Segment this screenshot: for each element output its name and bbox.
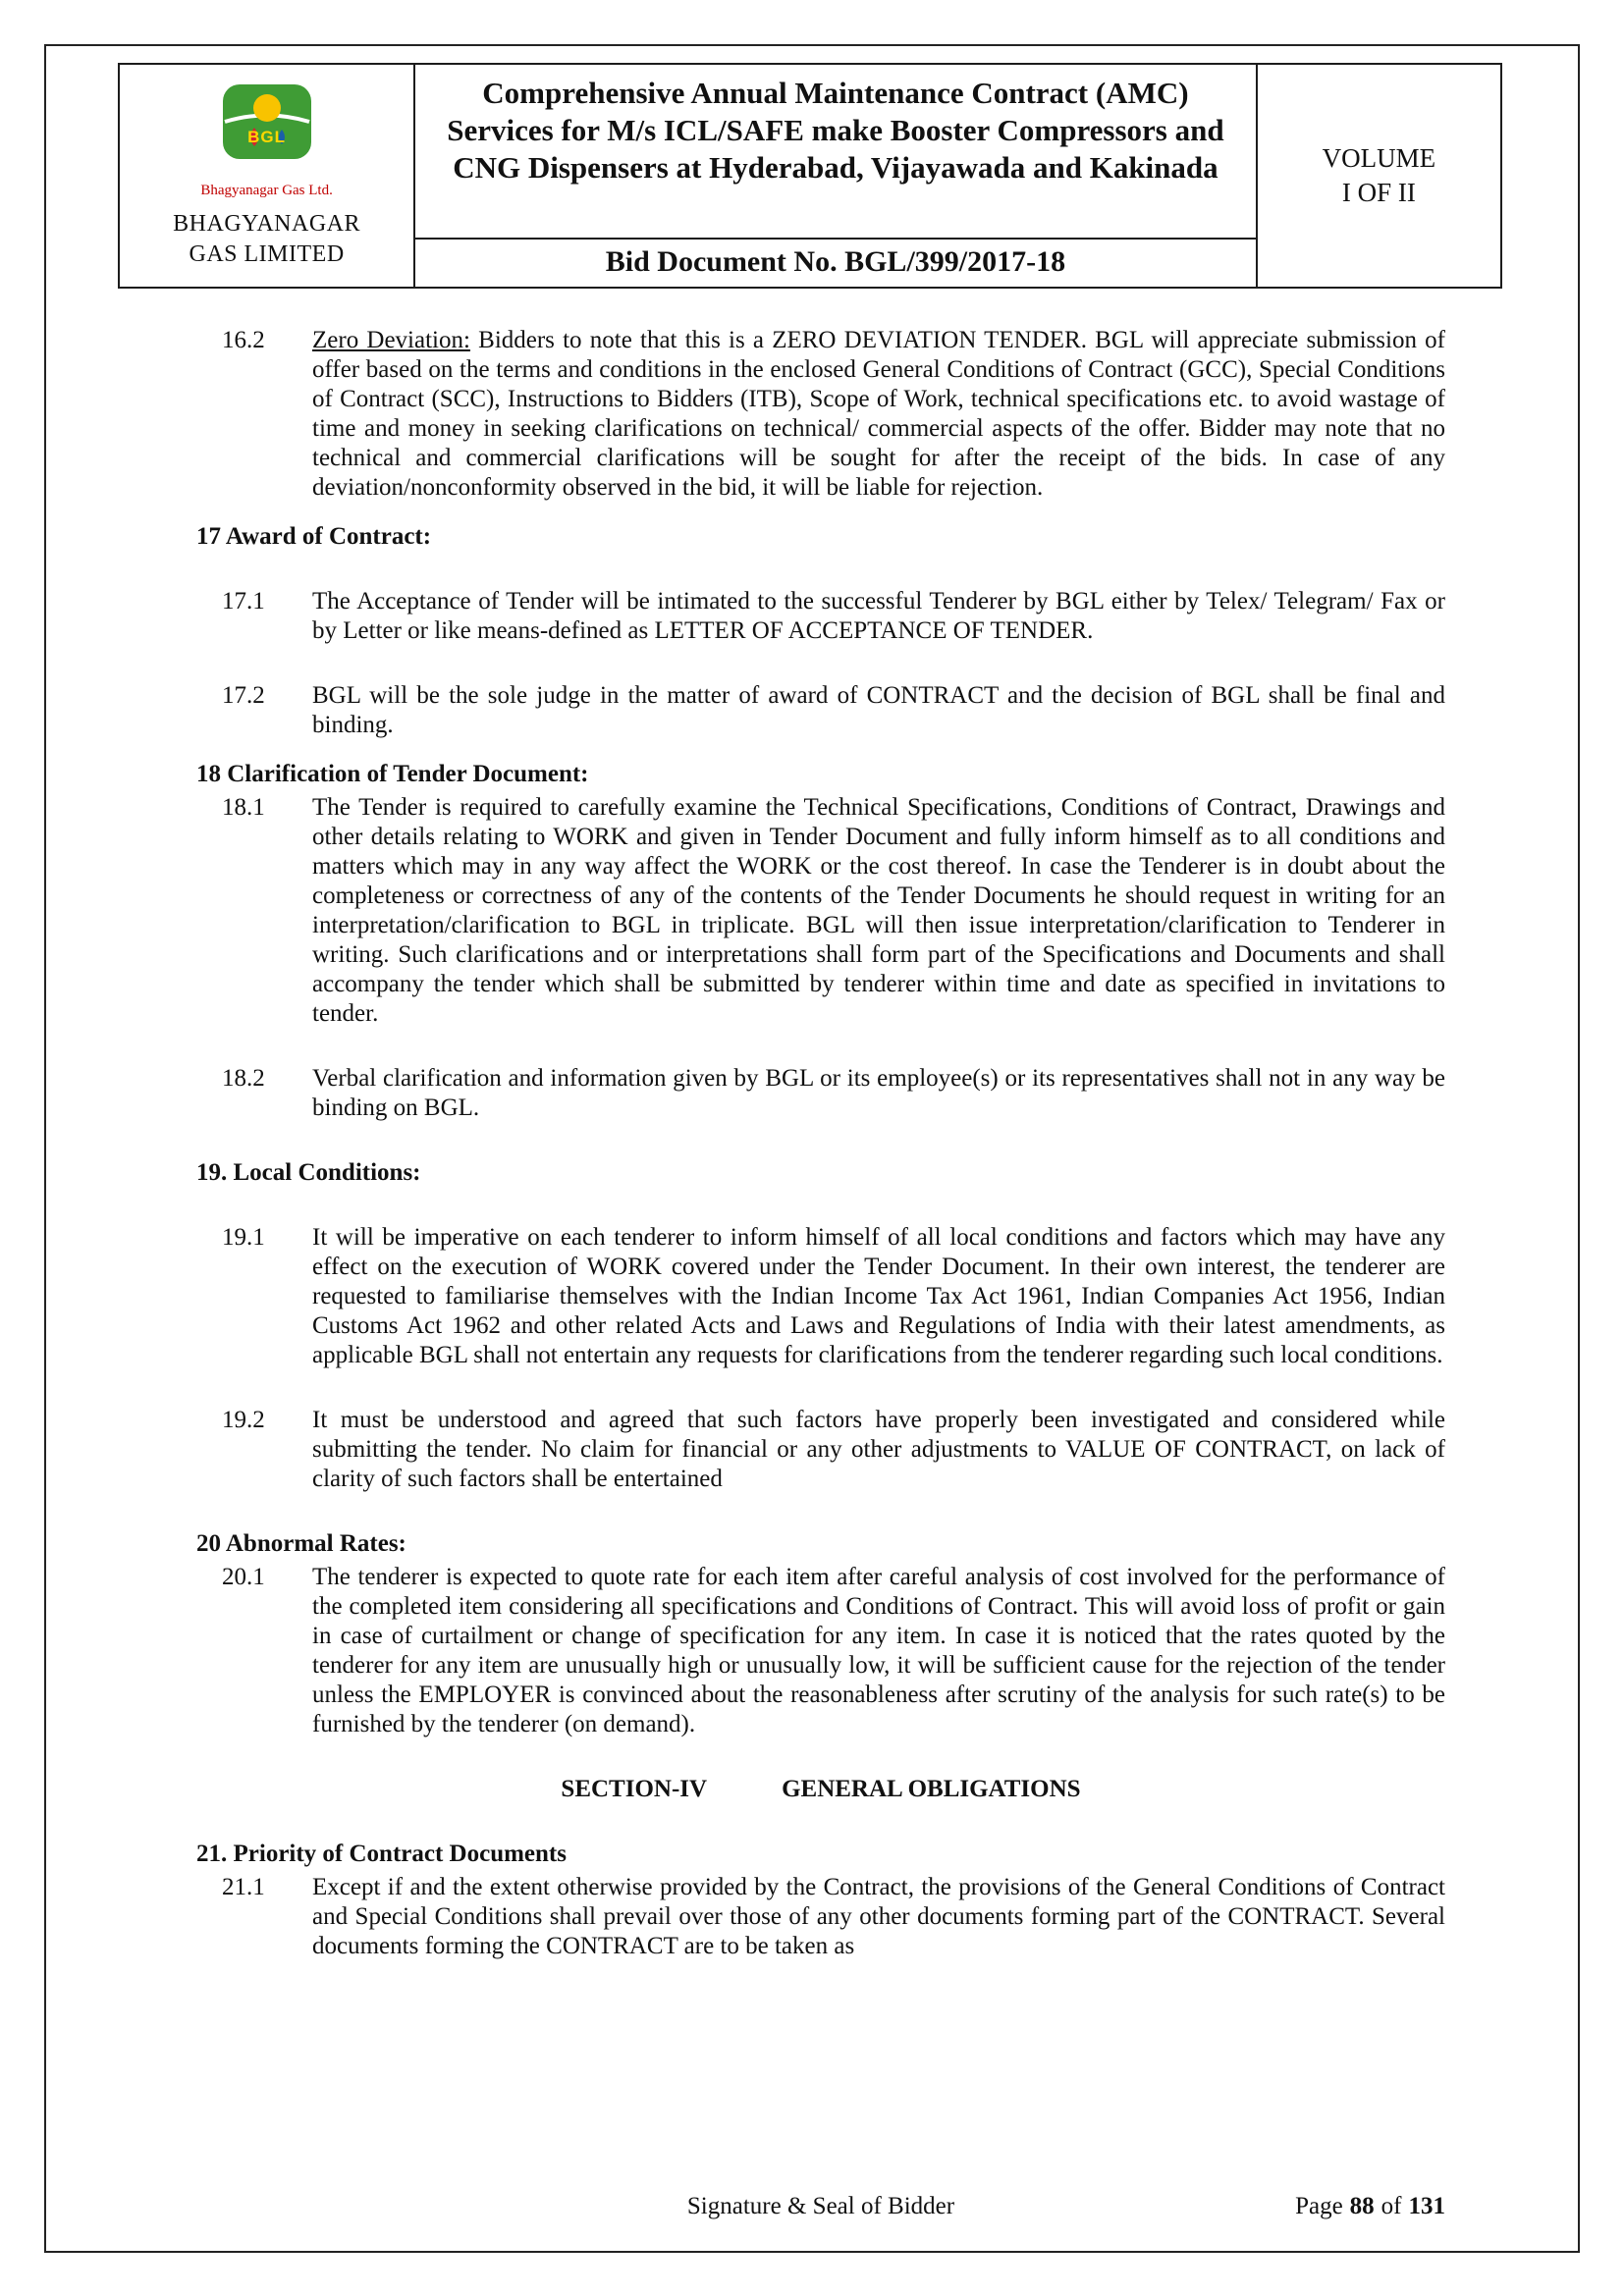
section-title <box>196 1775 1445 1804</box>
clause-17.1 <box>196 587 1445 646</box>
section-title-left: SECTION-IV <box>561 1776 708 1802</box>
clause-18.2 <box>196 1064 1445 1123</box>
company-logo <box>193 82 341 181</box>
clause-19.1 <box>196 1223 1445 1370</box>
title-cell <box>413 65 1256 287</box>
logo-monogram: BGL <box>247 127 287 146</box>
section-heading: 19. Local Conditions: <box>196 1159 421 1186</box>
clause-number: 16.2 <box>222 327 265 353</box>
logo-cell <box>120 65 413 287</box>
clause-number: 19.2 <box>222 1407 265 1433</box>
company-name-line1: BHAGYANAGAR <box>173 210 360 237</box>
clause-lead: Zero Deviation: <box>312 327 470 353</box>
clause-text: The Tender is required to carefully examine the Technical Specifications, Conditions of Contract, Drawings and other details relating to WORK and given in Tender Document and fully inform himself as to all conditions and matters which may in any way affect the WORK or the cost thereof. In case the Tenderer is in doubt about the completeness or correctness of any of the contents of the Tender Documents he should request in writing for an interpretation/clarification to BGL in triplicate. BGL will then issue interpretation/clarification to Tenderer in writing. Such clarifications and or interpretations shall form part of the Specifications and Documents and shall accompany the tender which shall be submitted by tenderer within time and date as specified in invitations to tender. <box>312 794 1445 1027</box>
clause-number: 21.1 <box>222 1874 265 1900</box>
clause-16.2 <box>196 326 1445 503</box>
page-number-of: of <box>1380 2193 1402 2219</box>
clause-17.2 <box>196 681 1445 740</box>
clause-text: The Acceptance of Tender will be intimated to the successful Tenderer by BGL either by Telex/ Telegram/ Fax or by Letter or like means-defined as LETTER OF ACCEPTANCE OF TENDER. <box>312 588 1445 644</box>
volume-cell <box>1256 65 1500 287</box>
clause-21.1 <box>196 1873 1445 1961</box>
page-footer <box>196 2193 1445 2226</box>
document-body <box>196 326 1445 1961</box>
clause-number: 17.2 <box>222 682 265 709</box>
clause-text: Zero Deviation: Bidders to note that this is a ZERO DEVIATION TENDER. BGL will appreciate submission of offer based on the terms and conditions in the enclosed General Conditions of Contract (GCC), Special Conditions of Contract (SCC), Instructions to Bidders (ITB), Scope of Work, technical specifications etc. to avoid wastage of time and money in seeking clarifications on technical/ commercial aspects of the offer. Bidder may note that no technical and commercial clarifications will be sought for after the receipt of the bids. In case of any deviation/nonconformity observed in the bid, it will be liable for rejection. <box>312 327 1445 501</box>
section-heading: 17 Award of Contract: <box>196 523 432 550</box>
bid-document-number: Bid Document No. BGL/399/2017-18 <box>415 238 1256 287</box>
page-number-prefix: Page <box>1295 2193 1343 2219</box>
clause-text: Except if and the extent otherwise provided by the Contract, the provisions of the General Conditions of Contract and Special Conditions shall prevail over those of any other documents forming part of the CONTRACT. Several documents forming the CONTRACT are to be taken as <box>312 1874 1445 1959</box>
volume-label-line2: I OF II <box>1341 178 1416 207</box>
company-name <box>173 209 360 270</box>
volume-label-line1: VOLUME <box>1322 143 1436 173</box>
section-title-right: GENERAL OBLIGATIONS <box>782 1776 1081 1802</box>
page-number-current: 88 <box>1349 2193 1375 2219</box>
clause-text: It will be imperative on each tenderer to inform himself of all local conditions and factors which may have any effect on the execution of WORK covered under the Tender Document. In their own interest, the tenderer are requested to familiarise themselves with the Indian Income Tax Act 1961, Indian Companies Act 1956, Indian Customs Act 1962 and other related Acts and Laws and Regulations of India with their latest amendments, as applicable BGL shall not entertain any requests for clarifications from the tenderer regarding such local conditions. <box>312 1224 1445 1368</box>
section-heading: 20 Abnormal Rates: <box>196 1530 406 1557</box>
clause-number: 20.1 <box>222 1564 265 1590</box>
page-number-total: 131 <box>1408 2193 1445 2219</box>
clause-20.1 <box>196 1563 1445 1739</box>
clause-number: 18.2 <box>222 1065 265 1092</box>
clause-19.2 <box>196 1406 1445 1494</box>
page-number <box>1295 2193 1445 2220</box>
section-heading: 18 Clarification of Tender Document: <box>196 761 589 787</box>
signature-label: Signature & Seal of Bidder <box>686 2193 955 2219</box>
clause-number: 18.1 <box>222 794 265 821</box>
clause-text: BGL will be the sole judge in the matter of award of CONTRACT and the decision of BGL shall be final and binding. <box>312 682 1445 738</box>
clause-18.1 <box>196 793 1445 1029</box>
company-name-line2: GAS LIMITED <box>189 240 345 267</box>
clause-number: 19.1 <box>222 1224 265 1251</box>
section-heading: 21. Priority of Contract Documents <box>196 1841 567 1867</box>
clause-text: Verbal clarification and information given by BGL or its employee(s) or its representatives shall not in any way be binding on BGL. <box>312 1065 1445 1121</box>
clause-text: The tenderer is expected to quote rate for each item after careful analysis of cost involved for the performance of the completed item considering all specifications and Conditions of Contract. This will avoid loss of profit or gain in case of curtailment or change of specification for any item. In case it is noticed that the rates quoted by the tenderer for any item are unusually high or unusually low, it will be sufficient cause for the rejection of the tender unless the EMPLOYER is convinced about the reasonableness after scrutiny of the analysis for such rate(s) to be furnished by the tenderer (on demand). <box>312 1564 1445 1737</box>
document-header <box>118 63 1502 289</box>
logo-caption: Bhagyanagar Gas Ltd. <box>200 182 333 198</box>
document-title: Comprehensive Annual Maintenance Contract (AMC) Services for M/s ICL/SAFE make Booster Compressors and CNG Dispensers at Hyderabad, Vijayawada and Kakinada <box>447 76 1224 185</box>
clause-text: It must be understood and agreed that such factors have properly been investigated and considered while submitting the tender. No claim for financial or any other adjustments to VALUE OF CONTRACT, on lack of clarity of such factors shall be entertained <box>312 1407 1445 1492</box>
clause-number: 17.1 <box>222 588 265 614</box>
